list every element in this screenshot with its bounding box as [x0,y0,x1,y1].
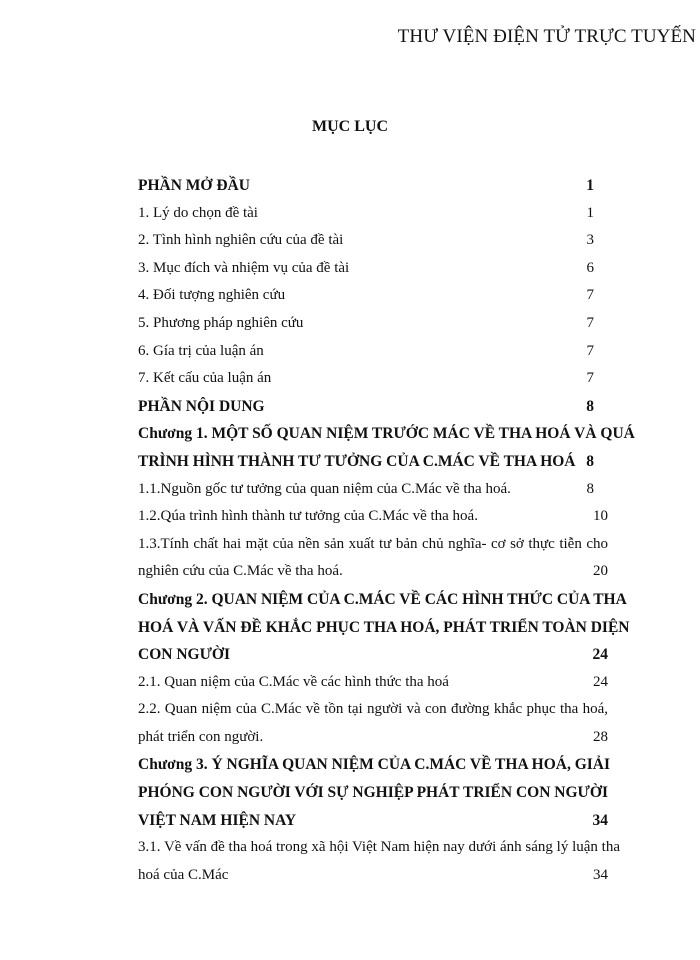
toc-entry [138,779,608,807]
toc-entry-title: 7. Kết cấu của luận án [138,370,272,387]
toc-entry-page: 8 [586,452,594,470]
toc-entry-title: Chương 1. MỘT SỐ QUAN NIỆM TRƯỚC MÁC VỀ THA HOÁ VÀ QUÁ [138,425,635,443]
toc-entry [138,669,608,697]
toc-entry-page: 7 [586,314,594,331]
toc-entry-title: 1. Lý do chọn đề tài [138,204,258,221]
toc-entry [138,614,630,642]
toc-entry [138,448,608,476]
toc-entry-title: 1.3.Tính chất hai mặt của nền sản xuất tư bản chủ nghĩa- cơ sở thực tiễn cho [138,535,608,552]
toc-entry-page: 6 [586,259,594,276]
toc-entry [138,531,608,559]
toc-entry-page: 28 [593,728,608,745]
toc-entry [138,172,608,200]
toc-entry-title: CON NGƯỜI [138,646,230,664]
toc-entry-page: 8 [586,480,594,497]
toc-entry-page: 1 [586,177,594,194]
toc-entry [138,586,627,614]
toc-entry [138,476,608,504]
toc-entry-title: 4. Đối tượng nghiên cứu [138,287,286,304]
toc-entry-title: PHÓNG CON NGƯỜI VỚI SỰ NGHIỆP PHÁT TRIỂN CON NGƯỜI [138,784,608,802]
toc-entry-title: 2. Tình hình nghiên cứu của đề tài [138,232,344,249]
toc-entry-page: 34 [593,866,608,883]
toc-entry-page: 20 [593,563,608,580]
toc-entry-title: 1.2.Qúa trình hình thành tư tưởng của C.Mác về tha hoá. [138,508,478,525]
toc-entry-page: 7 [586,342,594,359]
toc-entry-page: 3 [586,232,594,249]
toc-entry-page: 1 [586,204,594,221]
toc-entry-title: hoá của C.Mác [138,866,229,883]
toc-entry [138,641,608,669]
toc-entry [138,696,608,724]
table-of-contents [138,172,635,889]
toc-entry-title: Chương 2. QUAN NIỆM CỦA C.MÁC VỀ CÁC HÌNH THỨC CỦA THA [138,590,627,608]
toc-entry-title: Chương 3. Ý NGHĨA QUAN NIỆM CỦA C.MÁC VỀ THA HOÁ, GIẢI [138,756,611,774]
toc-entry-title: HOÁ VÀ VẤN ĐỀ KHẮC PHỤC THA HOÁ, PHÁT TRIỂN TOÀN DIỆN [138,618,630,636]
toc-entry-page: 8 [586,397,594,415]
toc-entry [138,227,608,255]
toc-entry [138,751,611,779]
toc-entry [138,393,608,421]
toc-entry-title: 3. Mục đích và nhiệm vụ của đề tài [138,259,350,276]
toc-entry [138,834,620,862]
toc-entry [138,558,608,586]
toc-entry-title: 1.1.Nguồn gốc tư tưởng của quan niệm của C.Mác về tha hoá. [138,480,511,497]
toc-entry-title: VIỆT NAM HIỆN NAY [138,811,297,829]
page-title: MỤC LỤC [312,118,388,135]
toc-entry-title: 6. Gía trị của luận án [138,342,264,359]
toc-entry-page: 24 [592,646,608,664]
toc-entry [138,200,608,228]
toc-entry [138,420,635,448]
toc-entry-title: PHẦN MỞ ĐẦU [138,177,250,194]
toc-entry-page: 34 [592,811,608,829]
library-header: THƯ VIỆN ĐIỆN TỬ TRỰC TUYẾN [397,26,696,47]
toc-entry [138,503,608,531]
toc-entry [138,282,608,310]
toc-entry [138,310,608,338]
toc-entry-title: 3.1. Về vấn đề tha hoá trong xã hội Việt Nam hiện nay dưới ánh sáng lý luận tha [138,839,620,856]
toc-entry-title: 2.1. Quan niệm của C.Mác về các hình thức tha hoá [138,673,449,690]
toc-entry-title: PHẦN NỘI DUNG [138,397,265,415]
toc-entry [138,862,608,890]
toc-entry [138,365,608,393]
toc-entry-title: TRÌNH HÌNH THÀNH TƯ TƯỞNG CỦA C.MÁC VỀ THA HOÁ [138,452,576,470]
toc-entry [138,724,608,752]
toc-entry-title: nghiên cứu của C.Mác về tha hoá. [138,563,343,580]
toc-entry-page: 7 [586,287,594,304]
toc-entry-title: 5. Phương pháp nghiên cứu [138,314,304,331]
toc-entry [138,255,608,283]
toc-entry-page: 24 [593,673,608,690]
toc-entry [138,338,608,366]
toc-entry-page: 7 [586,370,594,387]
toc-entry-title: 2.2. Quan niệm của C.Mác về tồn tại người và con đường khắc phục tha hoá, [138,701,608,718]
toc-entry-title: phát triển con người. [138,728,264,745]
toc-entry-page: 10 [593,508,608,525]
toc-entry [138,807,608,835]
